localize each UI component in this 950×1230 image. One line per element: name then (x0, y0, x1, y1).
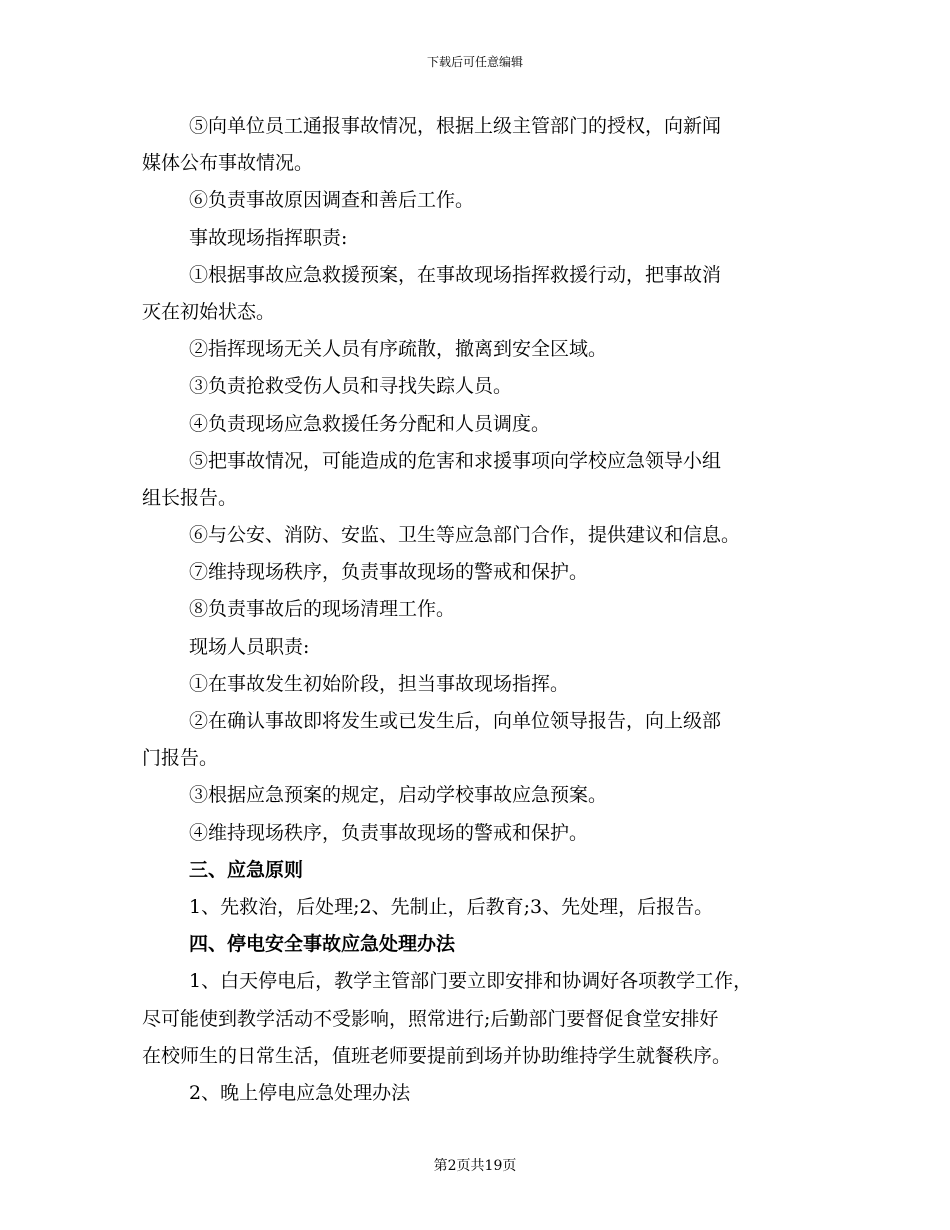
text-line: ④负责现场应急救援任务分配和人员调度。 (189, 412, 551, 435)
text-line: ④维持现场秩序，负责事故现场的警戒和保护。 (189, 821, 589, 844)
section-heading: 三、应急原则 (189, 858, 304, 881)
text-line: ⑥与公安、消防、安监、卫生等应急部门合作，提供建议和信息。 (189, 524, 741, 547)
section-label: 现场人员职责: (189, 635, 310, 658)
text-line: ②指挥现场无关人员有序疏散，撤离到安全区域。 (189, 338, 608, 361)
text-line: ⑤把事故情况，可能造成的危害和求援事项向学校应急领导小组 (189, 449, 722, 472)
text-line: 尽可能使到教学活动不受影响，照常进行;后勤部门要督促食堂安排好 (142, 1007, 719, 1030)
text-line: 在校师生的日常生活，值班老师要提前到场并协助维持学生就餐秩序。 (142, 1044, 732, 1067)
text-line: ⑧负责事故后的现场清理工作。 (189, 598, 456, 621)
text-line: 灭在初始状态。 (142, 300, 276, 323)
section-heading: 四、停电安全事故应急处理办法 (189, 933, 456, 956)
text-line: 2、晚上停电应急处理办法 (189, 1081, 411, 1104)
text-line: 1、先救治，后处理;2、先制止，后教育;3、先处理，后报告。 (189, 895, 714, 918)
text-line: 门报告。 (142, 747, 219, 770)
section-label: 事故现场指挥职责: (189, 226, 348, 249)
text-line: 媒体公布事故情况。 (142, 152, 314, 175)
page-header: 下载后可任意编辑 (426, 55, 523, 69)
text-line: ⑦维持现场秩序，负责事故现场的警戒和保护。 (189, 561, 589, 584)
text-line: 组长报告。 (142, 486, 238, 509)
text-line: ①在事故发生初始阶段，担当事故现场指挥。 (189, 672, 570, 695)
text-line: ③负责抢救受伤人员和寻找失踪人员。 (189, 375, 513, 398)
text-line: ③根据应急预案的规定，启动学校事故应急预案。 (189, 784, 608, 807)
page-number: 第2页共19页 (433, 1158, 517, 1174)
text-line: ②在确认事故即将发生或已发生后，向单位领导报告，向上级部 (189, 710, 722, 732)
text-line: ⑥负责事故原因调查和善后工作。 (189, 189, 475, 212)
text-line: 1、白天停电后，教学主管部门要立即安排和协调好各项教学工作， (189, 970, 753, 993)
text-line: ①根据事故应急救援预案，在事故现场指挥救援行动，把事故消 (189, 263, 722, 286)
document-body (142, 108, 822, 1112)
text-line: ⑤向单位员工通报事故情况，根据上级主管部门的授权，向新闻 (189, 115, 722, 137)
